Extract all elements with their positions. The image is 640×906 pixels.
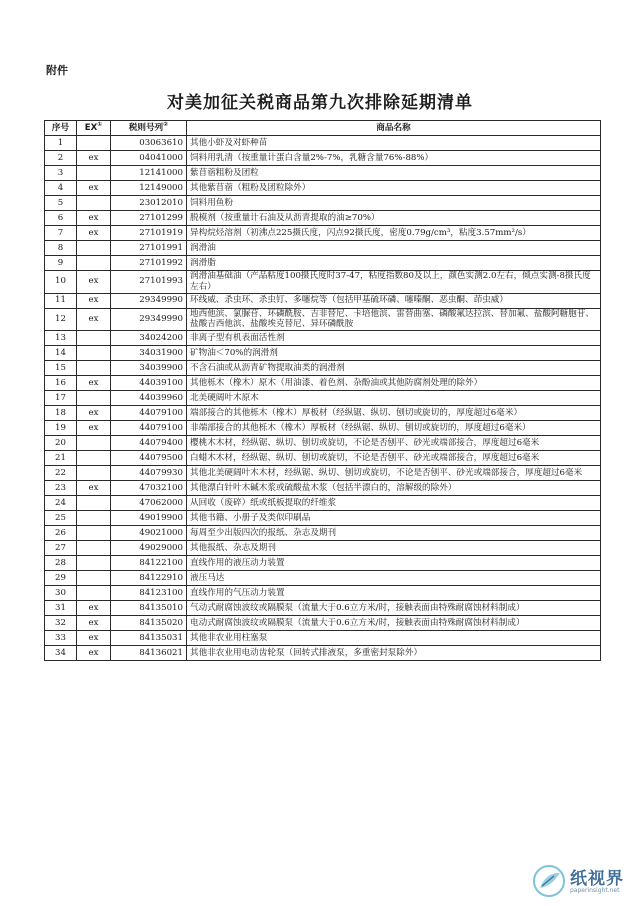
table-row	[45, 526, 601, 541]
tariff-code-cell: 44039960	[111, 391, 187, 406]
product-name-cell: 其他非农业用电动齿轮泵（回转式排液泵，多重密封泵除外）	[187, 646, 601, 661]
product-name-cell: 非离子型有机表面活性剂	[187, 331, 601, 346]
ex-cell	[77, 541, 111, 556]
ex-cell	[77, 586, 111, 601]
tariff-code-cell: 84136021	[111, 646, 187, 661]
ex-cell: ex	[77, 376, 111, 391]
ex-cell: ex	[77, 271, 111, 294]
ex-cell: ex	[77, 616, 111, 631]
table-row	[45, 511, 601, 526]
product-name-cell: 不含石油或从沥青矿物提取油类的润滑剂	[187, 361, 601, 376]
tariff-code-cell: 27101991	[111, 241, 187, 256]
header-serial-number: 序号	[45, 121, 77, 136]
product-name-cell: 液压马达	[187, 571, 601, 586]
serial-number-cell: 24	[45, 496, 77, 511]
tariff-code-cell: 84122910	[111, 571, 187, 586]
tariff-code-cell: 34031900	[111, 346, 187, 361]
watermark	[532, 860, 636, 902]
table-row	[45, 211, 601, 226]
serial-number-cell: 10	[45, 271, 77, 294]
ex-cell	[77, 436, 111, 451]
ex-cell	[77, 346, 111, 361]
serial-number-cell: 33	[45, 631, 77, 646]
ex-cell: ex	[77, 211, 111, 226]
tariff-code-cell: 27101992	[111, 256, 187, 271]
ex-cell: ex	[77, 181, 111, 196]
ex-cell: ex	[77, 293, 111, 308]
table-row	[45, 256, 601, 271]
ex-cell: ex	[77, 226, 111, 241]
product-name-cell: 北美硬阔叶木原木	[187, 391, 601, 406]
table-row	[45, 226, 601, 241]
tariff-code-cell: 27101299	[111, 211, 187, 226]
table-row	[45, 646, 601, 661]
serial-number-cell: 12	[45, 308, 77, 331]
product-name-cell: 脱模剂（按重量计石油及从沥青提取的油≥70%）	[187, 211, 601, 226]
table-row	[45, 391, 601, 406]
product-name-cell: 润滑油	[187, 241, 601, 256]
serial-number-cell: 16	[45, 376, 77, 391]
product-name-cell: 饲料用乳清（按重量计蛋白含量2%-7%，乳糖含量76%-88%）	[187, 151, 601, 166]
serial-number-cell: 26	[45, 526, 77, 541]
serial-number-cell: 5	[45, 196, 77, 211]
product-name-cell: 气动式耐腐蚀波纹或隔膜泵（流量大于0.6立方米/时，接触表面由特殊耐腐蚀材料制成）	[187, 601, 601, 616]
tariff-code-cell: 49029000	[111, 541, 187, 556]
table-row	[45, 293, 601, 308]
ex-cell: ex	[77, 601, 111, 616]
ex-cell: ex	[77, 406, 111, 421]
product-name-cell: 饲料用鱼粉	[187, 196, 601, 211]
tariff-code-cell: 03063610	[111, 136, 187, 151]
serial-number-cell: 29	[45, 571, 77, 586]
ex-cell: ex	[77, 631, 111, 646]
tariff-code-cell: 49019900	[111, 511, 187, 526]
attachment-label: 附件	[46, 64, 68, 77]
product-name-cell: 润滑脂	[187, 256, 601, 271]
table-row	[45, 556, 601, 571]
ex-cell	[77, 331, 111, 346]
serial-number-cell: 22	[45, 466, 77, 481]
serial-number-cell: 9	[45, 256, 77, 271]
table-body	[45, 136, 601, 661]
tariff-code-cell: 84135031	[111, 631, 187, 646]
product-name-cell: 每周至少出版四次的报纸、杂志及期刊	[187, 526, 601, 541]
table-row	[45, 151, 601, 166]
serial-number-cell: 6	[45, 211, 77, 226]
product-name-cell: 其他小虾及对虾种苗	[187, 136, 601, 151]
serial-number-cell: 3	[45, 166, 77, 181]
tariff-code-cell: 29349990	[111, 308, 187, 331]
table-row	[45, 271, 601, 294]
document-title: 对美加征关税商品第九次排除延期清单	[167, 93, 473, 113]
table-row	[45, 541, 601, 556]
serial-number-cell: 25	[45, 511, 77, 526]
tariff-code-cell: 44079100	[111, 421, 187, 436]
tariff-code-cell: 44079100	[111, 406, 187, 421]
exclusion-list-table	[44, 120, 601, 661]
ex-cell: ex	[77, 308, 111, 331]
ex-cell	[77, 556, 111, 571]
ex-cell: ex	[77, 151, 111, 166]
table-row	[45, 466, 601, 481]
serial-number-cell: 14	[45, 346, 77, 361]
tariff-code-cell: 84123100	[111, 586, 187, 601]
product-name-cell: 其他紫苜蓿（粗粉及团粒除外）	[187, 181, 601, 196]
product-name-cell: 其他非农业用柱塞泵	[187, 631, 601, 646]
serial-number-cell: 19	[45, 421, 77, 436]
serial-number-cell: 8	[45, 241, 77, 256]
ex-cell	[77, 361, 111, 376]
table-row	[45, 376, 601, 391]
ex-cell: ex	[77, 421, 111, 436]
table-row	[45, 421, 601, 436]
table-row	[45, 331, 601, 346]
tariff-code-cell: 34039900	[111, 361, 187, 376]
tariff-code-cell: 29349990	[111, 293, 187, 308]
product-name-cell: 从回收（废碎）纸或纸板提取的纤维浆	[187, 496, 601, 511]
product-name-cell: 矿物油＜70%的润滑剂	[187, 346, 601, 361]
ex-cell	[77, 256, 111, 271]
table-row	[45, 631, 601, 646]
table-row	[45, 586, 601, 601]
header-tariff-code: 税则号列②	[111, 121, 187, 136]
table-row	[45, 436, 601, 451]
stylized-leaf-logo-icon	[532, 864, 566, 898]
ex-cell	[77, 511, 111, 526]
table-row	[45, 616, 601, 631]
tariff-code-cell: 12141000	[111, 166, 187, 181]
table-row	[45, 481, 601, 496]
table-row	[45, 406, 601, 421]
product-name-cell: 白蜡木木材，经纵锯、纵切、刨切或旋切，不论是否刨平、砂光或端部接合，厚度超过6毫米	[187, 451, 601, 466]
serial-number-cell: 21	[45, 451, 77, 466]
product-name-cell: 环线威、杀虫环、杀虫钉、多噻烷等（包括甲基硫环磷、噻嗪酮、恶虫酮、茚虫威）	[187, 293, 601, 308]
table-row	[45, 166, 601, 181]
serial-number-cell: 15	[45, 361, 77, 376]
ex-cell	[77, 496, 111, 511]
tariff-code-cell: 47032100	[111, 481, 187, 496]
ex-cell	[77, 241, 111, 256]
serial-number-cell: 27	[45, 541, 77, 556]
serial-number-cell: 13	[45, 331, 77, 346]
serial-number-cell: 31	[45, 601, 77, 616]
serial-number-cell: 28	[45, 556, 77, 571]
header-ex: EX①	[77, 121, 111, 136]
product-name-cell: 其他栎木（橡木）原木（用油漆、着色剂、杂酚油或其他防腐剂处理的除外）	[187, 376, 601, 391]
ex-cell	[77, 451, 111, 466]
tariff-code-cell: 23012010	[111, 196, 187, 211]
product-name-cell: 其他书籍、小册子及类似印刷品	[187, 511, 601, 526]
ex-footnote-marker: ①	[97, 120, 103, 128]
tariff-code-cell: 84135010	[111, 601, 187, 616]
ex-cell	[77, 196, 111, 211]
table-row	[45, 346, 601, 361]
table-row	[45, 496, 601, 511]
product-name-cell: 其他北美硬阔叶木木材，经纵锯、纵切、刨切或旋切，不论是否刨平、砂光或端部接合，厚度超过6毫米	[187, 466, 601, 481]
table-row	[45, 451, 601, 466]
product-name-cell: 直线作用的液压动力装置	[187, 556, 601, 571]
serial-number-cell: 11	[45, 293, 77, 308]
product-name-cell: 直线作用的气压动力装置	[187, 586, 601, 601]
product-name-cell: 异构烷烃溶剂（初沸点225摄氏度，闪点92摄氏度，密度0.79g/cm³，粘度3.57mm²/s）	[187, 226, 601, 241]
ex-cell	[77, 136, 111, 151]
serial-number-cell: 32	[45, 616, 77, 631]
ex-cell: ex	[77, 646, 111, 661]
tariff-code-cell: 47062000	[111, 496, 187, 511]
tariff-code-cell: 44079500	[111, 451, 187, 466]
table-row	[45, 196, 601, 211]
code-footnote-marker: ②	[163, 120, 169, 128]
table-row	[45, 361, 601, 376]
product-name-cell: 其他漂白针叶木碱木浆或硫酸盐木浆（包括半漂白的，溶解级的除外）	[187, 481, 601, 496]
product-name-cell: 地西他滨、氯脲苷、环磷酰胺、吉非替尼、卡培他滨、雷替曲塞、磷酸氟达拉滨、替加氟、盐酸阿糖胞苷、盐酸吉西他滨、盐酸埃克替尼、异环磷酰胺	[187, 308, 601, 331]
tariff-code-cell: 27101919	[111, 226, 187, 241]
product-name-cell: 润滑油基础油（产品粘度100摄氏度时37-47，粘度指数80及以上，颜色实测2.0左右，倾点实测-8摄氏度左右）	[187, 271, 601, 294]
serial-number-cell: 7	[45, 226, 77, 241]
tariff-code-cell: 12149000	[111, 181, 187, 196]
header-row	[45, 121, 601, 136]
product-name-cell: 电动式耐腐蚀波纹或隔膜泵（流量大于0.6立方米/时，接触表面由特殊耐腐蚀材料制成）	[187, 616, 601, 631]
watermark-text: 纸视界	[570, 869, 624, 889]
table-row	[45, 308, 601, 331]
product-name-cell: 樱桃木木材，经纵锯、纵切、刨切或旋切，不论是否刨平、砂光或端部接合，厚度超过6毫米	[187, 436, 601, 451]
product-name-cell: 其他报纸、杂志及期刊	[187, 541, 601, 556]
tariff-code-cell: 84135020	[111, 616, 187, 631]
serial-number-cell: 4	[45, 181, 77, 196]
tariff-code-cell: 27101993	[111, 271, 187, 294]
serial-number-cell: 34	[45, 646, 77, 661]
serial-number-cell: 30	[45, 586, 77, 601]
ex-cell	[77, 166, 111, 181]
watermark-url: paperinsight.net	[570, 887, 620, 894]
table-row	[45, 241, 601, 256]
table-row	[45, 181, 601, 196]
ex-cell	[77, 526, 111, 541]
tariff-code-cell: 44079930	[111, 466, 187, 481]
serial-number-cell: 18	[45, 406, 77, 421]
table-header	[45, 121, 601, 136]
serial-number-cell: 17	[45, 391, 77, 406]
tariff-code-cell: 34024200	[111, 331, 187, 346]
header-product-name: 商品名称	[187, 121, 601, 136]
ex-cell: ex	[77, 481, 111, 496]
tariff-code-cell: 84122100	[111, 556, 187, 571]
serial-number-cell: 1	[45, 136, 77, 151]
tariff-code-cell: 44079400	[111, 436, 187, 451]
product-name-cell: 非端部接合的其他栎木（橡木）厚板材（经纵锯、纵切、刨切或旋切的，厚度超过6毫米）	[187, 421, 601, 436]
ex-cell	[77, 571, 111, 586]
table-row	[45, 571, 601, 586]
ex-cell	[77, 466, 111, 481]
product-name-cell: 紫苜蓿粗粉及团粒	[187, 166, 601, 181]
tariff-code-cell: 49021000	[111, 526, 187, 541]
serial-number-cell: 23	[45, 481, 77, 496]
table-row	[45, 601, 601, 616]
table-row	[45, 136, 601, 151]
tariff-code-cell: 44039100	[111, 376, 187, 391]
serial-number-cell: 20	[45, 436, 77, 451]
tariff-code-cell: 04041000	[111, 151, 187, 166]
ex-cell	[77, 391, 111, 406]
serial-number-cell: 2	[45, 151, 77, 166]
product-name-cell: 端部接合的其他栎木（橡木）厚板材（经纵锯、纵切、刨切或旋切的，厚度超过6毫米）	[187, 406, 601, 421]
